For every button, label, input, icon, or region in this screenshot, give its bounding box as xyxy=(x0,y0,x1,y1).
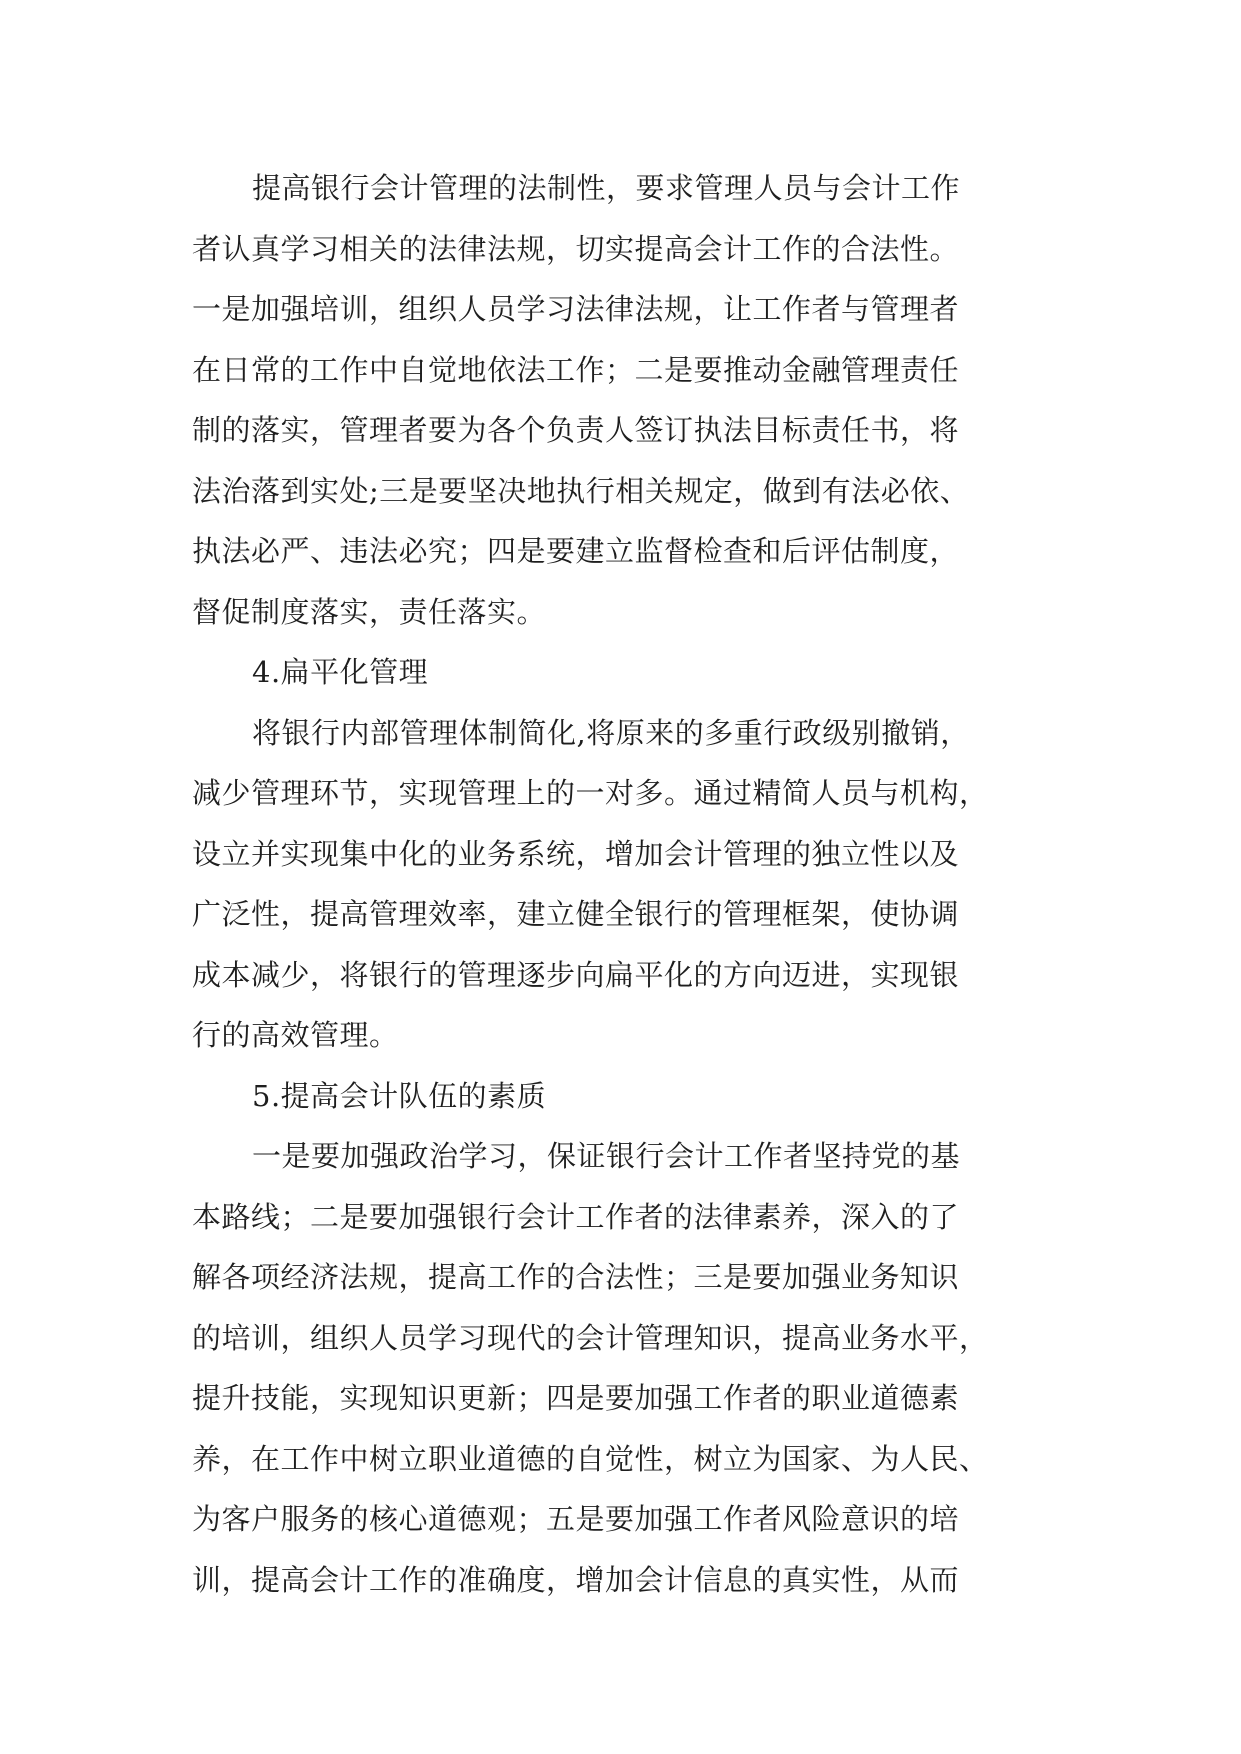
text-line: 训，提高会计工作的准确度，增加会计信息的真实性，从而 xyxy=(192,1562,960,1597)
text-line: 制的落实，管理者要为各个负责人签订执法目标责任书，将 xyxy=(192,413,960,447)
text-line: 广泛性，提高管理效率，建立健全银行的管理框架，使协调 xyxy=(192,897,960,931)
text-line: 一是加强培训，组织人员学习法律法规，让工作者与管理者 xyxy=(192,292,960,326)
text-line: 提升技能，实现知识更新；四是要加强工作者的职业道德素 xyxy=(192,1381,960,1415)
section-heading: 5.提高会计队伍的素质 xyxy=(252,1078,547,1113)
text-line: 执法必严、违法必究；四是要建立监督检查和后评估制度， xyxy=(192,534,960,568)
text-line: 提高银行会计管理的法制性，要求管理人员与会计工作 xyxy=(252,171,961,205)
text-line: 将银行内部管理体制简化,将原来的多重行政级别撤销， xyxy=(252,715,970,750)
text-line: 减少管理环节，实现管理上的一对多。通过精简人员与机构， xyxy=(192,776,989,810)
text-line: 为客户服务的核心道德观；五是要加强工作者风险意识的培 xyxy=(192,1502,960,1536)
text-line: 一是要加强政治学习，保证银行会计工作者坚持党的基 xyxy=(252,1139,961,1173)
text-line: 的培训，组织人员学习现代的会计管理知识，提高业务水平， xyxy=(192,1320,989,1355)
text-line: 在日常的工作中自觉地依法工作；二是要推动金融管理责任 xyxy=(192,352,960,387)
text-line: 法治落到实处;三是要坚决地执行相关规定，做到有法必依、 xyxy=(192,473,970,508)
text-line: 解各项经济法规，提高工作的合法性；三是要加强业务知识 xyxy=(192,1260,960,1294)
text-line: 督促制度落实，责任落实。 xyxy=(192,594,547,629)
text-line: 成本减少，将银行的管理逐步向扁平化的方向迈进，实现银 xyxy=(192,957,960,992)
text-line: 行的高效管理。 xyxy=(192,1018,399,1052)
text-line: 养，在工作中树立职业道德的自觉性，树立为国家、为人民、 xyxy=(192,1441,989,1476)
text-line: 者认真学习相关的法律法规，切实提高会计工作的合法性。 xyxy=(192,231,960,266)
text-line: 设立并实现集中化的业务系统，增加会计管理的独立性以及 xyxy=(192,836,960,871)
text-line: 本路线；二是要加强银行会计工作者的法律素养，深入的了 xyxy=(192,1199,960,1234)
section-heading: 4.扁平化管理 xyxy=(252,655,429,689)
body-text xyxy=(192,158,1072,1610)
